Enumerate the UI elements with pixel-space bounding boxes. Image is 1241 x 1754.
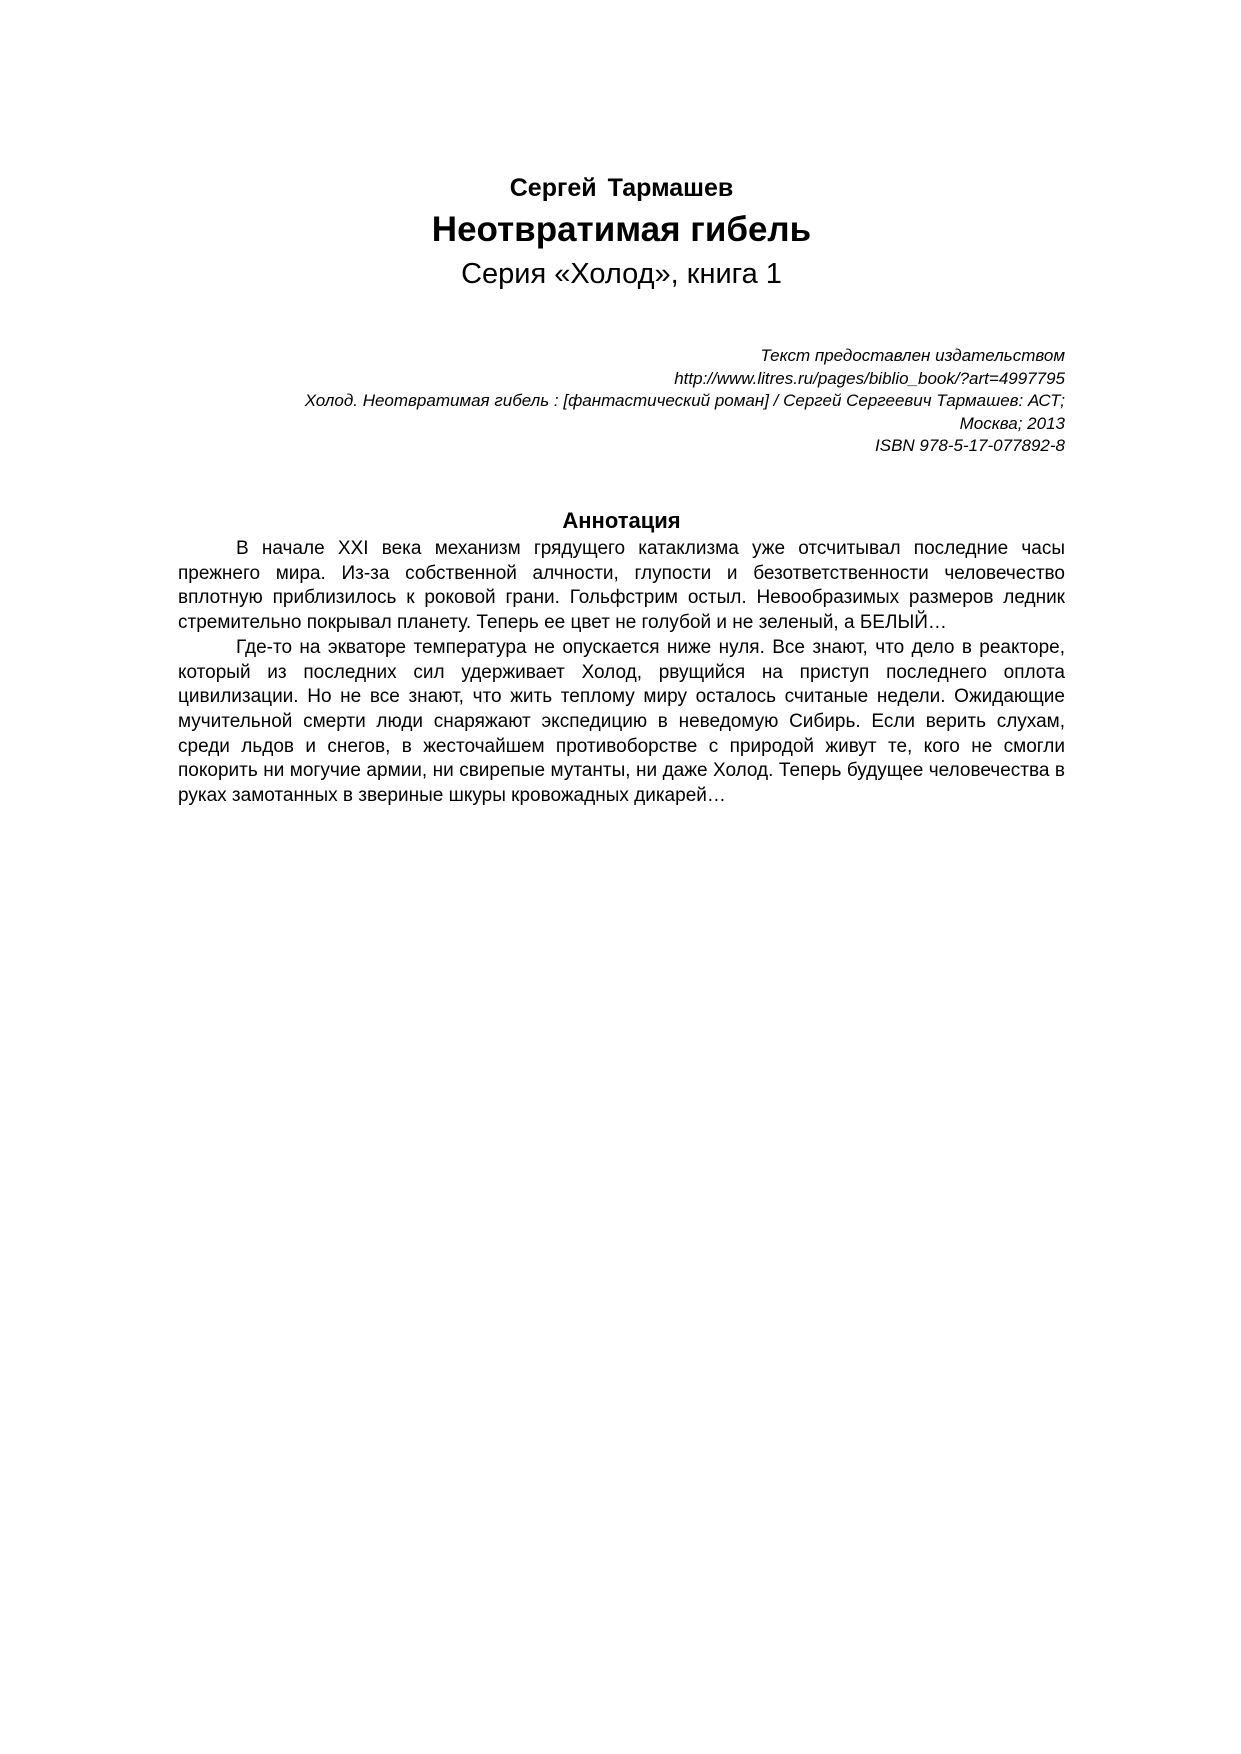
- series-subtitle: Серия «Холод», книга 1: [461, 258, 782, 290]
- publication-info: [178, 345, 1065, 458]
- author-name: Сергей Тармашев: [509, 174, 734, 202]
- book-title: Неотвратимая гибель: [431, 210, 812, 249]
- isbn: ISBN 978-5-17-077892-8: [875, 436, 1065, 455]
- annotation-heading: Аннотация: [562, 508, 681, 533]
- title-block: [178, 170, 1065, 294]
- source-url: http://www.litres.ru/pages/biblio_book/?art=4997795: [674, 368, 1065, 388]
- publication-place-year: Москва; 2013: [959, 413, 1065, 433]
- annotation-paragraph: Где-то на экваторе температура не опускается ниже нуля. Все знают, что дело в реакторе, который из последних сил удерживает Холод, рвущийся на приступ последнего оплота цивилизации. Но не все знают, что жить теплому миру осталось считаные недели. Ожидающие мучительной смерти люди снаряжают экспедицию в неведомую Сибирь. Если верить слухам, среди льдов и снегов, в жесточайшем противоборстве с природой живут те, кого не смогли покорить ни могучие армии, ни свирепые мутанты, ни даже Холод. Теперь будущее человечества в руках замотанных в звериные шкуры кровожадных дикарей…: [178, 636, 1065, 807]
- annotation-body: [178, 537, 1065, 809]
- publisher-note: Текст предоставлен издательством: [760, 346, 1065, 365]
- annotation-paragraph: В начале XXI века механизм грядущего катаклизма уже отсчитывал последние часы прежнего мира. Из-за собственной алчности, глупости и безответственности человечество вплотную приблизилось к роковой грани. Гольфстрим остыл. Невообразимых размеров ледник стремительно покрывал планету. Теперь ее цвет не голубой и не зеленый, а БЕЛЫЙ…: [178, 538, 1065, 634]
- bibliographic-record: Холод. Неотвратимая гибель : [фантастический роман] / Сергей Сергеевич Тармашев: АСТ;: [304, 391, 1065, 410]
